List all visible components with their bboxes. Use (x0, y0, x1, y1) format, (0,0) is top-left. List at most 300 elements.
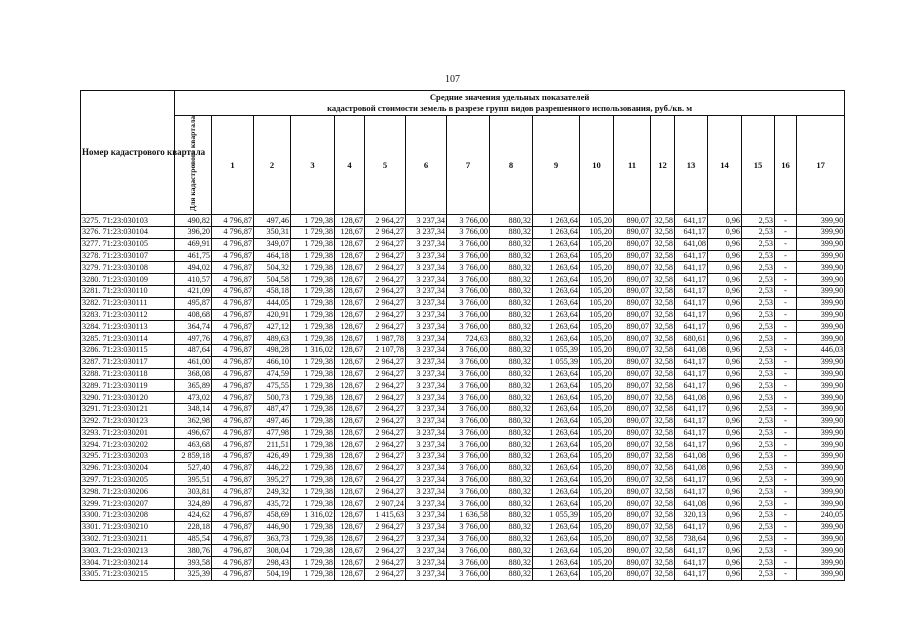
value-cell: 1 729,38 (291, 462, 335, 474)
value-cell: 399,90 (797, 392, 845, 404)
value-cell: 4 796,87 (212, 392, 254, 404)
cadastral-quarter-cell: 3300. 71:23:030208 (81, 510, 175, 522)
value-cell: 399,90 (797, 545, 845, 557)
table-row (81, 557, 845, 569)
value-cell: 1 729,38 (291, 533, 335, 545)
value-cell: 4 796,87 (212, 510, 254, 522)
value-cell: 399,90 (797, 380, 845, 392)
value-cell: 880,32 (490, 321, 533, 333)
value-cell: 2,53 (742, 250, 775, 262)
value-cell: 641,17 (675, 309, 708, 321)
value-cell: 880,32 (490, 250, 533, 262)
value-cell: 641,17 (675, 557, 708, 569)
value-cell: 3 237,34 (406, 521, 447, 533)
value-cell: 32,58 (651, 427, 675, 439)
value-cell: 1 729,38 (291, 474, 335, 486)
value-cell: 1 055,39 (533, 510, 580, 522)
value-cell: 1 729,38 (291, 368, 335, 380)
value-cell: 32,58 (651, 344, 675, 356)
value-cell: 399,90 (797, 533, 845, 545)
value-cell: 475,55 (254, 380, 291, 392)
value-cell: 399,90 (797, 486, 845, 498)
table-row (81, 486, 845, 498)
value-cell: 3 237,34 (406, 486, 447, 498)
value-cell: 880,32 (490, 403, 533, 415)
table-row (81, 403, 845, 415)
cadastral-quarter-cell: 3292. 71:23:030123 (81, 415, 175, 427)
value-cell: 641,17 (675, 415, 708, 427)
header-per-quarter (175, 116, 212, 215)
value-cell: 32,58 (651, 333, 675, 345)
value-cell: 128,67 (335, 262, 365, 274)
value-cell: 1 263,64 (533, 262, 580, 274)
value-cell: 890,07 (614, 356, 651, 368)
table-row (81, 569, 845, 581)
value-cell: 2 964,27 (365, 439, 406, 451)
value-cell: 3 766,00 (447, 498, 490, 510)
value-cell: 4 796,87 (212, 569, 254, 581)
value-cell: 641,17 (675, 545, 708, 557)
value-cell: 724,63 (447, 333, 490, 345)
value-cell: 1 263,64 (533, 486, 580, 498)
value-cell: 128,67 (335, 274, 365, 286)
value-cell: - (775, 250, 797, 262)
value-cell: 494,02 (175, 262, 212, 274)
cadastral-quarter-cell: 3287. 71:23:030117 (81, 356, 175, 368)
value-cell: 0,96 (708, 510, 742, 522)
value-cell: 128,67 (335, 498, 365, 510)
value-cell: 2,53 (742, 238, 775, 250)
value-cell: 0,96 (708, 415, 742, 427)
value-cell: 641,17 (675, 321, 708, 333)
table-row (81, 392, 845, 404)
value-cell: 395,27 (254, 474, 291, 486)
value-cell: 348,14 (175, 403, 212, 415)
value-cell: 890,07 (614, 368, 651, 380)
value-cell: 641,17 (675, 439, 708, 451)
value-cell: 3 237,34 (406, 285, 447, 297)
value-cell: 880,32 (490, 498, 533, 510)
value-cell: 495,87 (175, 297, 212, 309)
value-cell: 641,17 (675, 297, 708, 309)
cadastral-quarter-cell: 3302. 71:23:030211 (81, 533, 175, 545)
value-cell: 350,31 (254, 226, 291, 238)
value-cell: 399,90 (797, 250, 845, 262)
cadastral-quarter-cell: 3303. 71:23:030213 (81, 545, 175, 557)
value-cell: 105,20 (580, 439, 614, 451)
value-cell: 890,07 (614, 321, 651, 333)
value-cell: 880,32 (490, 427, 533, 439)
value-cell: 32,58 (651, 285, 675, 297)
value-cell: 1 263,64 (533, 226, 580, 238)
header-column-10: 10 (580, 116, 614, 215)
value-cell: - (775, 226, 797, 238)
value-cell: 32,58 (651, 439, 675, 451)
value-cell: - (775, 545, 797, 557)
value-cell: 880,32 (490, 262, 533, 274)
value-cell: 1 263,64 (533, 403, 580, 415)
header-cadastral-number: Номер кадастрового квартала (81, 91, 175, 215)
value-cell: 2 964,27 (365, 250, 406, 262)
value-cell: 880,32 (490, 415, 533, 427)
value-cell: 458,18 (254, 285, 291, 297)
value-cell: 410,57 (175, 274, 212, 286)
value-cell: 249,32 (254, 486, 291, 498)
value-cell: 3 766,00 (447, 486, 490, 498)
value-cell: 1 415,63 (365, 510, 406, 522)
value-cell: 105,20 (580, 474, 614, 486)
value-cell: 105,20 (580, 333, 614, 345)
value-cell: 399,90 (797, 297, 845, 309)
value-cell: 1 729,38 (291, 356, 335, 368)
value-cell: 890,07 (614, 569, 651, 581)
value-cell: 2,53 (742, 226, 775, 238)
value-cell: 303,81 (175, 486, 212, 498)
value-cell: 880,32 (490, 333, 533, 345)
table-body (81, 215, 845, 581)
value-cell: 128,67 (335, 380, 365, 392)
value-cell: 504,19 (254, 569, 291, 581)
value-cell: 1 263,64 (533, 333, 580, 345)
value-cell: 349,07 (254, 238, 291, 250)
value-cell: 3 766,00 (447, 415, 490, 427)
value-cell: 1 263,64 (533, 498, 580, 510)
value-cell: 0,96 (708, 557, 742, 569)
value-cell: 3 237,34 (406, 439, 447, 451)
value-cell: 105,20 (580, 285, 614, 297)
value-cell: 2,53 (742, 392, 775, 404)
value-cell: 880,32 (490, 380, 533, 392)
value-cell: 1 729,38 (291, 215, 335, 227)
value-cell: 3 766,00 (447, 309, 490, 321)
value-cell: 0,96 (708, 498, 742, 510)
value-cell: 399,90 (797, 462, 845, 474)
value-cell: 3 237,34 (406, 510, 447, 522)
value-cell: 32,58 (651, 238, 675, 250)
value-cell: 1 729,38 (291, 415, 335, 427)
value-cell: 3 766,00 (447, 462, 490, 474)
value-cell: 0,96 (708, 545, 742, 557)
value-cell: 458,69 (254, 510, 291, 522)
value-cell: 0,96 (708, 262, 742, 274)
value-cell: 4 796,87 (212, 344, 254, 356)
value-cell: - (775, 215, 797, 227)
value-cell: 32,58 (651, 415, 675, 427)
value-cell: 2,53 (742, 285, 775, 297)
value-cell: 105,20 (580, 415, 614, 427)
header-column-11: 11 (614, 116, 651, 215)
value-cell: 128,67 (335, 569, 365, 581)
value-cell: 3 766,00 (447, 439, 490, 451)
value-cell: 463,68 (175, 439, 212, 451)
value-cell: 641,17 (675, 215, 708, 227)
value-cell: 2 964,27 (365, 392, 406, 404)
value-cell: 3 237,34 (406, 215, 447, 227)
value-cell: 890,07 (614, 250, 651, 262)
value-cell: 1 729,38 (291, 238, 335, 250)
value-cell: 1 729,38 (291, 403, 335, 415)
cadastral-quarter-cell: 3299. 71:23:030207 (81, 498, 175, 510)
value-cell: 2 964,27 (365, 545, 406, 557)
value-cell: 105,20 (580, 486, 614, 498)
value-cell: 880,32 (490, 238, 533, 250)
table-row (81, 380, 845, 392)
value-cell: 880,32 (490, 569, 533, 581)
value-cell: 890,07 (614, 297, 651, 309)
value-cell: - (775, 521, 797, 533)
value-cell: 421,09 (175, 285, 212, 297)
header-column-2: 2 (254, 116, 291, 215)
value-cell: 128,67 (335, 427, 365, 439)
value-cell: 4 796,87 (212, 474, 254, 486)
value-cell: 466,10 (254, 356, 291, 368)
value-cell: 497,46 (254, 415, 291, 427)
value-cell: 890,07 (614, 333, 651, 345)
value-cell: 1 636,58 (447, 510, 490, 522)
cadastral-quarter-cell: 3275. 71:23:030103 (81, 215, 175, 227)
value-cell: 890,07 (614, 392, 651, 404)
value-cell: 1 729,38 (291, 545, 335, 557)
value-cell: 32,58 (651, 215, 675, 227)
table-row (81, 427, 845, 439)
value-cell: 435,72 (254, 498, 291, 510)
value-cell: 3 237,34 (406, 462, 447, 474)
value-cell: 890,07 (614, 238, 651, 250)
value-cell: 4 796,87 (212, 427, 254, 439)
value-cell: 128,67 (335, 439, 365, 451)
value-cell: 3 766,00 (447, 238, 490, 250)
header-group-title-line1: Средние значения удельных показателей (429, 92, 590, 102)
value-cell: 1 729,38 (291, 392, 335, 404)
value-cell: 880,32 (490, 226, 533, 238)
cadastral-quarter-cell: 3278. 71:23:030107 (81, 250, 175, 262)
value-cell: 128,67 (335, 533, 365, 545)
value-cell: - (775, 439, 797, 451)
value-cell: 0,96 (708, 309, 742, 321)
value-cell: 890,07 (614, 309, 651, 321)
value-cell: 2,53 (742, 321, 775, 333)
cadastral-quarter-cell: 3294. 71:23:030202 (81, 439, 175, 451)
value-cell: 2 964,27 (365, 486, 406, 498)
table-row (81, 533, 845, 545)
value-cell: 680,61 (675, 333, 708, 345)
header-column-12: 12 (651, 116, 675, 215)
value-cell: 3 766,00 (447, 274, 490, 286)
value-cell: 641,17 (675, 356, 708, 368)
value-cell: 641,08 (675, 451, 708, 463)
value-cell: 128,67 (335, 356, 365, 368)
value-cell: 0,96 (708, 238, 742, 250)
value-cell: 105,20 (580, 321, 614, 333)
value-cell: 489,63 (254, 333, 291, 345)
value-cell: 2,53 (742, 427, 775, 439)
value-cell: 399,90 (797, 368, 845, 380)
value-cell: 4 796,87 (212, 545, 254, 557)
value-cell: 2 964,27 (365, 451, 406, 463)
value-cell: 105,20 (580, 262, 614, 274)
value-cell: 890,07 (614, 215, 651, 227)
value-cell: 464,18 (254, 250, 291, 262)
value-cell: 105,20 (580, 309, 614, 321)
value-cell: 496,67 (175, 427, 212, 439)
value-cell: 32,58 (651, 262, 675, 274)
value-cell: 2 964,27 (365, 321, 406, 333)
value-cell: 325,39 (175, 569, 212, 581)
cadastral-quarter-cell: 3293. 71:23:030201 (81, 427, 175, 439)
value-cell: 2 964,27 (365, 380, 406, 392)
value-cell: 128,67 (335, 521, 365, 533)
value-cell: 1 729,38 (291, 380, 335, 392)
value-cell: 0,96 (708, 368, 742, 380)
value-cell: 363,73 (254, 533, 291, 545)
value-cell: 890,07 (614, 451, 651, 463)
value-cell: 0,96 (708, 439, 742, 451)
value-cell: 0,96 (708, 344, 742, 356)
value-cell: 4 796,87 (212, 356, 254, 368)
value-cell: 1 055,39 (533, 356, 580, 368)
value-cell: 32,58 (651, 462, 675, 474)
value-cell: 408,68 (175, 309, 212, 321)
value-cell: 1 263,64 (533, 392, 580, 404)
page-number: 107 (445, 74, 460, 85)
value-cell: 32,58 (651, 486, 675, 498)
value-cell: 3 237,34 (406, 557, 447, 569)
value-cell: 399,90 (797, 309, 845, 321)
value-cell: 641,08 (675, 344, 708, 356)
value-cell: 1 263,64 (533, 557, 580, 569)
value-cell: 2,53 (742, 439, 775, 451)
value-cell: 2 964,27 (365, 309, 406, 321)
value-cell: 880,32 (490, 486, 533, 498)
value-cell: 1 729,38 (291, 569, 335, 581)
value-cell: 2,53 (742, 498, 775, 510)
value-cell: 308,04 (254, 545, 291, 557)
value-cell: 424,62 (175, 510, 212, 522)
value-cell: 890,07 (614, 474, 651, 486)
value-cell: 0,96 (708, 521, 742, 533)
table-row (81, 545, 845, 557)
header-column-3: 3 (291, 116, 335, 215)
value-cell: 128,67 (335, 403, 365, 415)
value-cell: 527,40 (175, 462, 212, 474)
value-cell: 105,20 (580, 344, 614, 356)
table-row (81, 309, 845, 321)
value-cell: - (775, 297, 797, 309)
value-cell: 2,53 (742, 403, 775, 415)
value-cell: 1 263,64 (533, 415, 580, 427)
value-cell: 0,96 (708, 226, 742, 238)
cadastral-quarter-cell: 3282. 71:23:030111 (81, 297, 175, 309)
value-cell: 2 964,27 (365, 462, 406, 474)
value-cell: 504,58 (254, 274, 291, 286)
table-row (81, 262, 845, 274)
value-cell: 32,58 (651, 274, 675, 286)
value-cell: 105,20 (580, 451, 614, 463)
value-cell: 128,67 (335, 415, 365, 427)
value-cell: 2 964,27 (365, 297, 406, 309)
value-cell: 2,53 (742, 486, 775, 498)
value-cell: 4 796,87 (212, 498, 254, 510)
cadastral-quarter-cell: 3281. 71:23:030110 (81, 285, 175, 297)
value-cell: 504,32 (254, 262, 291, 274)
header-column-13: 13 (675, 116, 708, 215)
value-cell: 3 237,34 (406, 498, 447, 510)
value-cell: 2 964,27 (365, 368, 406, 380)
value-cell: 0,96 (708, 403, 742, 415)
table-row (81, 521, 845, 533)
value-cell: 1 263,64 (533, 250, 580, 262)
value-cell: 446,03 (797, 344, 845, 356)
value-cell: 1 263,64 (533, 215, 580, 227)
value-cell: 4 796,87 (212, 309, 254, 321)
value-cell: 641,17 (675, 403, 708, 415)
value-cell: 2 964,27 (365, 557, 406, 569)
value-cell: 324,89 (175, 498, 212, 510)
value-cell: 641,08 (675, 238, 708, 250)
value-cell: 0,96 (708, 569, 742, 581)
value-cell: 128,67 (335, 557, 365, 569)
value-cell: 105,20 (580, 238, 614, 250)
value-cell: 880,32 (490, 439, 533, 451)
value-cell: 1 263,64 (533, 309, 580, 321)
value-cell: 32,58 (651, 510, 675, 522)
value-cell: 1 263,64 (533, 285, 580, 297)
value-cell: 32,58 (651, 250, 675, 262)
value-cell: - (775, 309, 797, 321)
value-cell: 399,90 (797, 238, 845, 250)
value-cell: 2,53 (742, 344, 775, 356)
value-cell: 4 796,87 (212, 462, 254, 474)
value-cell: 490,82 (175, 215, 212, 227)
value-cell: 1 263,64 (533, 521, 580, 533)
value-cell: 497,46 (254, 215, 291, 227)
value-cell: 399,90 (797, 215, 845, 227)
value-cell: 399,90 (797, 262, 845, 274)
value-cell: 3 766,00 (447, 356, 490, 368)
value-cell: 4 796,87 (212, 415, 254, 427)
value-cell: 1 729,38 (291, 297, 335, 309)
value-cell: 105,20 (580, 533, 614, 545)
value-cell: 32,58 (651, 392, 675, 404)
value-cell: 2,53 (742, 333, 775, 345)
value-cell: 2 964,27 (365, 226, 406, 238)
value-cell: - (775, 238, 797, 250)
value-cell: 2,53 (742, 510, 775, 522)
value-cell: 1 263,64 (533, 380, 580, 392)
value-cell: 4 796,87 (212, 439, 254, 451)
value-cell: 1 729,38 (291, 486, 335, 498)
cadastral-quarter-cell: 3295. 71:23:030203 (81, 451, 175, 463)
value-cell: 4 796,87 (212, 557, 254, 569)
value-cell: 4 796,87 (212, 533, 254, 545)
value-cell: 3 237,34 (406, 545, 447, 557)
value-cell: 2,53 (742, 215, 775, 227)
value-cell: 395,51 (175, 474, 212, 486)
value-cell: 4 796,87 (212, 274, 254, 286)
value-cell: 298,43 (254, 557, 291, 569)
value-cell: 485,54 (175, 533, 212, 545)
value-cell: 3 237,34 (406, 533, 447, 545)
table-row (81, 356, 845, 368)
value-cell: 105,20 (580, 368, 614, 380)
value-cell: 4 796,87 (212, 321, 254, 333)
value-cell: 4 796,87 (212, 262, 254, 274)
value-cell: 1 729,38 (291, 309, 335, 321)
value-cell: 0,96 (708, 321, 742, 333)
value-cell: 890,07 (614, 380, 651, 392)
value-cell: 446,22 (254, 462, 291, 474)
value-cell: 399,90 (797, 427, 845, 439)
